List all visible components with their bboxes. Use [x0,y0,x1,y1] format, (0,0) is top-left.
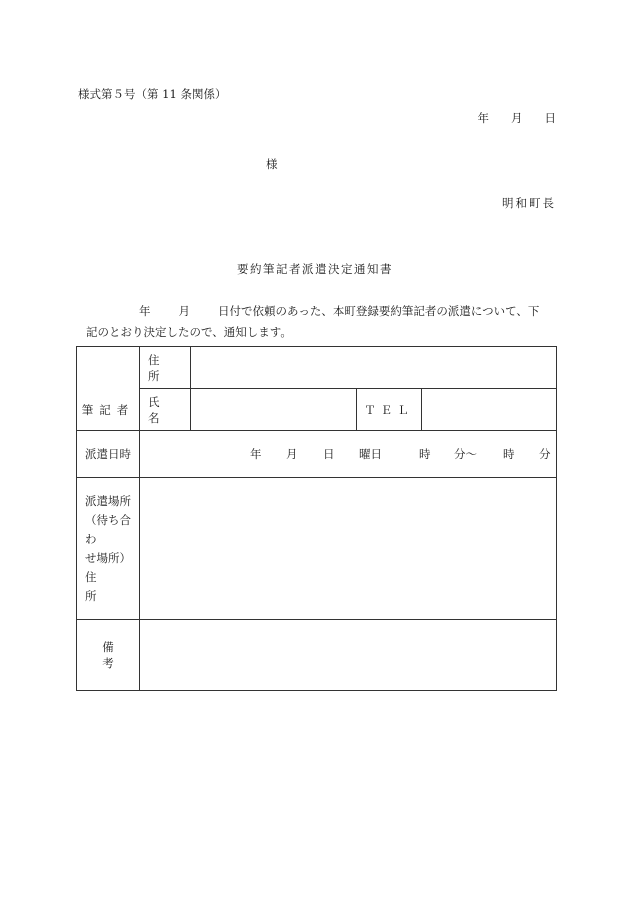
body-text-line2: 記のとおり決定したので、通知します。 [86,325,292,339]
name-label: 氏 名 [140,389,191,431]
date-year-label: 年 [477,111,489,125]
document-title: 要約筆記者派遣決定通知書 [237,262,393,276]
issue-date [456,110,557,126]
address-label: 住 所 [140,347,191,389]
dt-end-minute-unit: 分 [539,447,551,461]
remarks-field[interactable] [140,620,557,691]
body-month-label: 月 [178,304,190,318]
remarks-row [77,620,557,691]
place-label-line1: 派遣場所 [85,493,131,508]
place-row [77,478,557,620]
place-label [77,478,140,620]
dt-weekday-unit: 曜日 [359,447,382,461]
address-field[interactable] [191,347,557,389]
addressee-suffix: 様 [266,157,278,171]
issuer-name: 明和町長 [502,196,556,210]
name-field[interactable] [191,389,357,431]
body-text-line1 [139,303,539,319]
datetime-label: 派遣日時 [77,431,140,478]
writer-label: 筆記者 [77,347,140,431]
date-month-label: 月 [511,111,523,125]
body-year-label: 年 [139,304,151,318]
place-label-line2: （待ち合わ [85,512,131,546]
remarks-label: 備 考 [77,620,140,691]
datetime-row [77,431,557,478]
tel-label: ＴＥＬ [357,389,422,431]
place-field[interactable] [140,478,557,620]
address-row [77,347,557,389]
dt-end-hour-unit: 時 [503,447,515,461]
place-label-line3: せ場所） [85,550,131,565]
place-label-line4: 住 所 [85,569,115,603]
dt-day-unit: 日 [323,447,335,461]
dt-month-unit: 月 [286,447,298,461]
body-text-rest: 日付で依頼のあった、本町登録要約筆記者の派遣について、下 [218,304,540,318]
tel-field[interactable] [422,389,557,431]
name-row [77,389,557,431]
form-number: 様式第５号（第 11 条関係） [78,87,227,101]
dispatch-table [76,346,557,691]
dt-start-hour-unit: 時 [419,447,431,461]
date-day-label: 日 [544,111,556,125]
dt-year-unit: 年 [250,447,262,461]
datetime-field[interactable] [140,431,557,478]
dt-start-minute-unit: 分～ [454,447,477,461]
